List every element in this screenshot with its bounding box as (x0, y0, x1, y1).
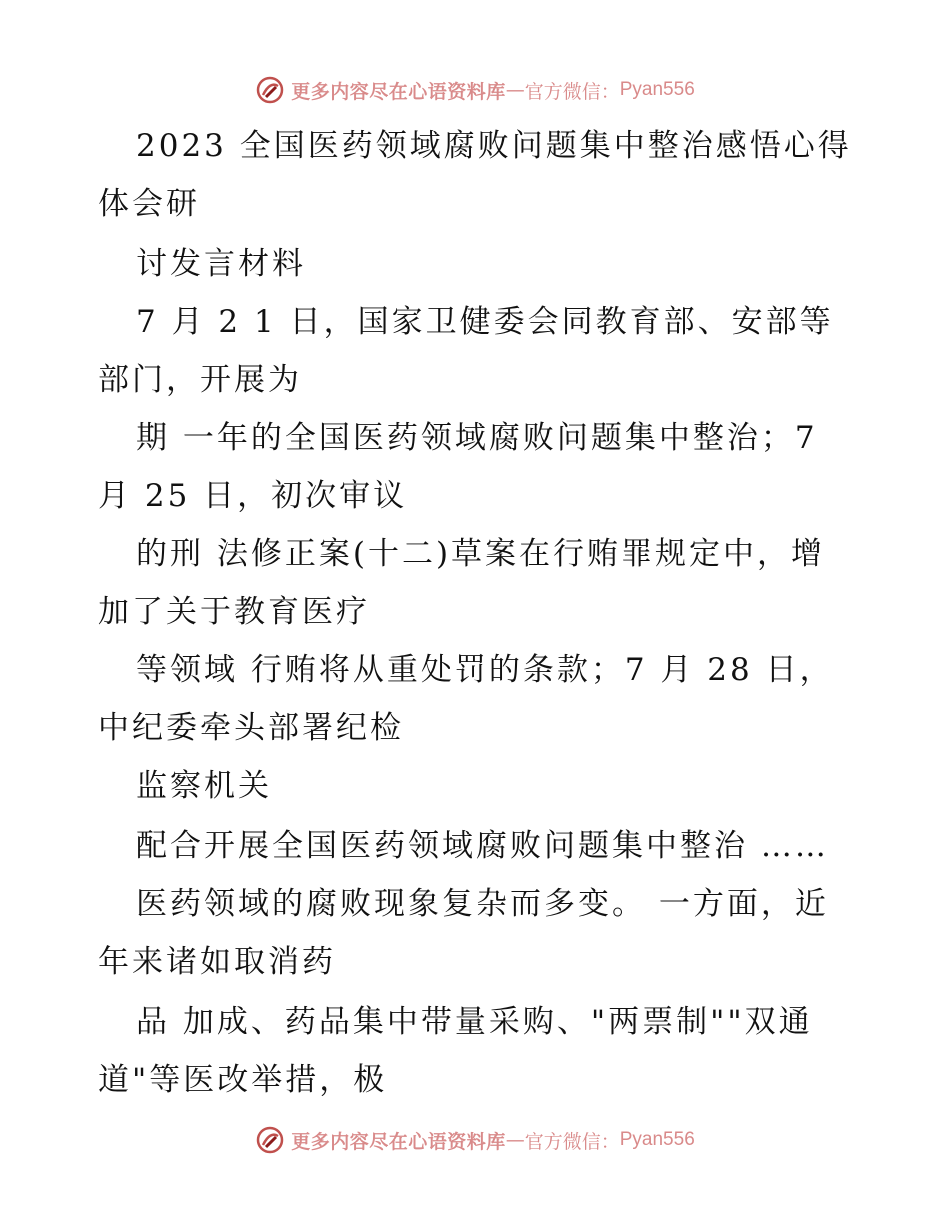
text-line: 的刑 法修正案(十二)草案在行贿罪规定中，增 (136, 536, 826, 572)
text-line: 月 25 日，初次审议 (98, 478, 408, 514)
banner-title: 更多内容尽在心语资料库 (291, 1130, 506, 1153)
text-line: 中纪委牵头部署纪检 (98, 710, 404, 746)
text-line: 等领域 行贿将从重处罚的条款；7 月 28 日， (136, 652, 834, 688)
footer-banner (0, 1120, 950, 1160)
text-line: 品 加成、药品集中带量采购、"两票制""双通 (136, 1004, 813, 1040)
text-line: 7 月 2 1 日，国家卫健委会同教育部、安部等 (136, 304, 834, 340)
text-line: 2023 全国医药领域腐败问题集中整治感悟心得 (136, 128, 852, 164)
text-line: 配合开展全国医药领域腐败问题集中整治 …… (136, 828, 829, 864)
banner-wechat-id: Pyan556 (619, 79, 695, 100)
text-line: 加了关于教育医疗 (98, 594, 370, 630)
banner-wechat-label: 官方微信： (524, 80, 620, 103)
text-line: 部门，开展为 (98, 362, 302, 398)
text-line: 期 一年的全国医药领域腐败问题集中整治；7 (136, 420, 818, 456)
text-line: 体会研 (98, 186, 200, 222)
text-line: 讨发言材料 (136, 246, 306, 282)
banner-wechat-label: 官方微信： (524, 1130, 620, 1153)
banner-title: 更多内容尽在心语资料库 (291, 80, 506, 103)
logo-icon (255, 1125, 285, 1155)
text-line: 医药领域的腐败现象复杂而多变。 一方面，近 (136, 886, 829, 922)
logo-icon (255, 75, 285, 105)
banner-separator: — (505, 79, 525, 101)
text-line: 年来诸如取消药 (98, 944, 336, 980)
text-line: 道"等医改举措，极 (98, 1062, 388, 1098)
banner-separator: — (505, 1129, 525, 1151)
text-line: 监察机关 (136, 768, 272, 804)
banner-wechat-id: Pyan556 (619, 1129, 695, 1150)
header-banner (0, 70, 950, 110)
